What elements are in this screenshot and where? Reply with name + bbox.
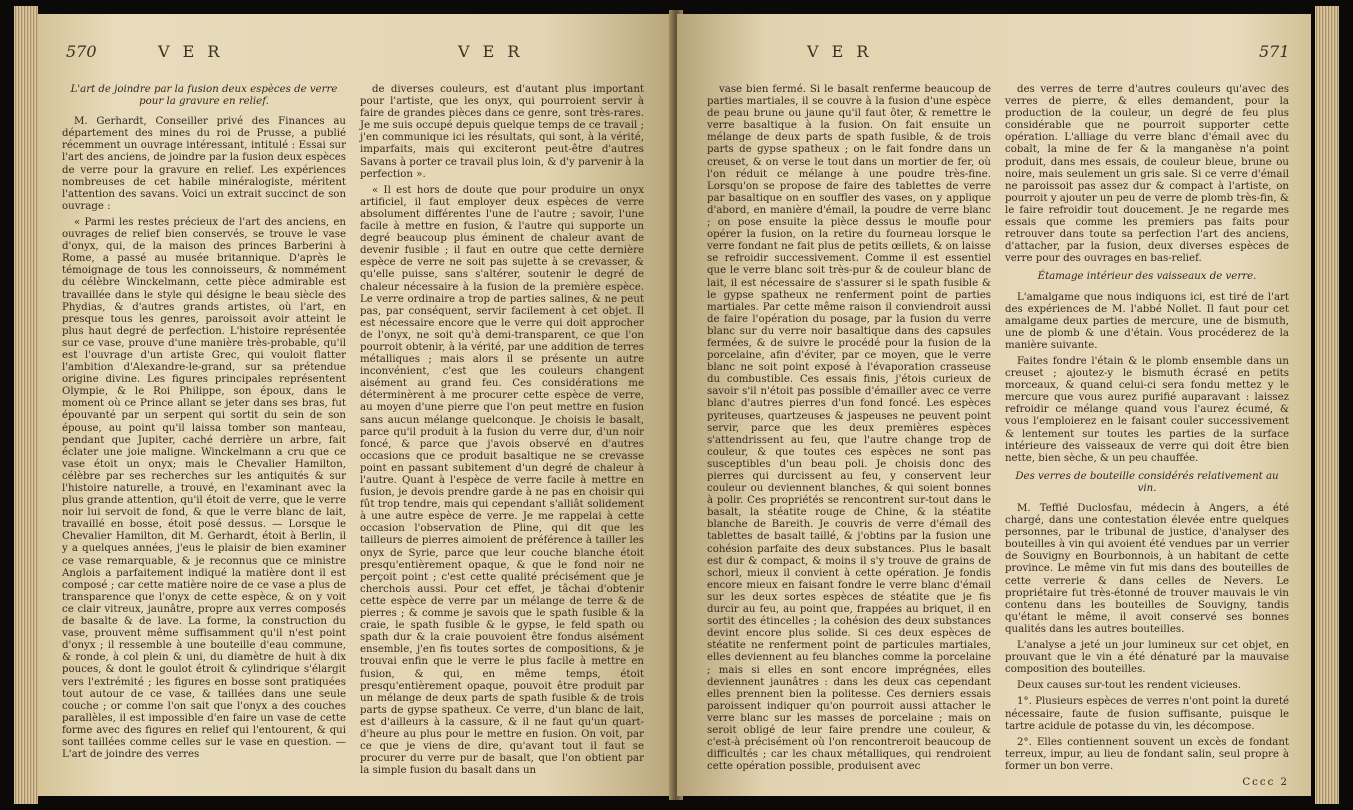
- paragraph: « Il est hors de doute que pour produire un onyx artificiel, il faut employer deux espèces de verre absolument différentes l'une de l'autre ; savoir, l'une facile à mettre en fusion, & l'autre qui supporte un degré beaucoup plus éminent de chaleur avant de devenir fusible ; il faut en outre que cette dernière espèce de verre ne soit pas sujette à se crevasser, & qu'elle puisse, sans s'altérer, soutenir le degré de chaleur nécessaire à la fusion de la première espèce. Le verre ordinaire a trop de parties salines, & ne peut pas, par conséquent, servir facilement à cet objet. Il est nécessaire encore que le verre qui doit approcher de l'onyx, ne soit qu'à demi-transparent, ce que l'on pourroit obtenir, à la vérité, par une addition de terres métalliques ; mais alors il se présente un autre inconvénient, c'est que les couleurs changent aisément au grand feu. Ces considérations me déterminèrent à me procurer cette espèce de verre, au moyen d'une pierre que l'on peut mettre en fusion sans aucun mélange quelconque. Je choisis le basalt, parce qu'il produit à la fusion du verre dur, d'un noir foncé, & parce que j'avois observé en d'autres occasions que ce produit basaltique ne se crevasse point en passant subitement d'un degré de chaleur à l'autre. Quant à l'espèce de verre facile à mettre en fusion, je devois prendre garde à ne pas en choisir qui fût trop tendre, mais qui cependant s'alliât solidement à une autre espèce de verre. Je me rappelai à cette occasion l'observation de Pline, qui dit que les tailleurs de pierres aimoient de préférence à tailler les onyx de Syrie, parce que leur couche blanche étoit presqu'entièrement opaque, & que le fond noir ne perçoit point ; c'est cette qualité précisément que je cherchois aussi. Pour cet effet, je tâchai d'obtenir cette espèce de verre par un mélange de terre & de pierres ; & comme je savois que le spath fusible & la craie, le spath fusible & le gypse, le feld spath ou spath dur & la craie pouvoient être fondus aisément ensemble, j'en fis toutes sortes de compositions, & je trouvai enfin que le verre le plus facile à mettre en fusion, & qui, en même temps, étoit presqu'entièrement opaque, pouvoit être produit par un mélange de deux parts de spath fusible & de trois parts de gypse spatheux. Ce verre, d'un blanc de lait, est d'ailleurs à la cassure, & il ne faut qu'un quart-d'heure au plus pour le mettre en fusion. On voit, par ce que je viens de dire, qu'avant tout il faut se procurer du verre pur de basalt, que l'on obtient par la simple fusion du basalt dans un: [360, 184, 644, 777]
- left-column-2: [360, 84, 644, 781]
- paragraph: L'analyse a jeté un jour lumineux sur cet objet, en prouvant que le vin a été dénaturé par la mauvaise composition des bouteilles.: [1005, 640, 1289, 676]
- paragraph: M. Teffié Duclosfau, médecin à Angers, a été chargé, dans une contestation élevée entre quelques personnes, par le tribunal de justice, d'analyser des bouteilles à vin qui avoient été vendues par un verrier de Souvigny en Bourbonnois, à un habitant de cette province. Le même vin fut mis dans des bouteilles de cette verrerie & dans celles de Nevers. Le propriétaire fut très-étonné de trouver mauvais le vin contenu dans les bouteilles de Souvigny, tandis qu'étant le même, il avoit conservé ses bonnes qualités dans les autres bouteilles.: [1005, 503, 1289, 635]
- signature-mark: Cccc 2: [1242, 776, 1289, 788]
- paragraph: 1°. Plusieurs espèces de verres n'ont point la dureté nécessaire, faute de fusion suffisante, puisque le tartre acidule de potasse du vin, les décompose.: [1005, 696, 1289, 732]
- running-head-left-2: V E R: [458, 42, 524, 61]
- page-number-left: 570: [66, 42, 97, 61]
- paragraph: Faites fondre l'étain & le plomb ensemble dans un creuset ; ajoutez-y le bismuth écrasé en petits morceaux, & quand celui-ci sera fondu mettez y le mercure que vous aurez purifié auparavant : laissez refroidir ce mélange quand vous l'aurez écumé, & vous l'emploierez en le faisant couler successivement & lentement sur toutes les parties de la surface intérieure des vaisseaux de verre qui doit être bien nette, bien sèche, & un peu chauffée.: [1005, 355, 1289, 464]
- section-heading: L'art de joindre par la fusion deux espèces de verre pour la gravure en relief.: [70, 84, 338, 108]
- paragraph: L'amalgame que nous indiquons ici, est tiré de l'art des expériences de M. l'abbé Nollet. Il faut pour cet amalgame deux parties de mercure, une de bismuth, une de plomb & une d'étain. Vous procéderez de la manière suivante.: [1005, 291, 1289, 351]
- paragraph: « Parmi les restes précieux de l'art des anciens, en ouvrages de relief bien conservés, se trouve le vase d'onyx, qui, de la maison des princes Barberini à Rome, a passé au musée britannique. D'après le témoignage de tous les connoisseurs, & nommément du célèbre Winckelmann, cette pièce admirable est travaillée dans le style qui désigne le beau siècle des Phydias, & d'autres grands artistes, où l'art, en presque tous les genres, paroissoit avoir atteint le plus haut degré de perfection. L'histoire représentée sur ce vase, prouve d'une manière très-probable, qu'il est l'ouvrage d'un artiste Grec, qui vouloit flatter l'ambition d'Alexandre-le-grand, sur sa prétendue origine divine. Les figures principales représentent Olympie, & le Roi Philippe, son époux, dans le moment où ce Prince allant se jeter dans ses bras, fut épouvanté par un serpent qui sortit du sein de son épouse, au point qu'il laissa tomber son manteau, pendant que Jupiter, caché derrière un arbre, fait éclater une joie maligne. Winckelmann a cru que ce vase étoit un onyx; mais le Chevalier Hamilton, célèbre par ses recherches sur les antiquités & sur l'histoire naturelle, a trouvé, en l'examinant avec la plus grande attention, qu'il étoit de verre, que le verre noir lui servoit de fond, & que le verre blanc de lait, travaillé en bosse, étoit posé dessus. — Lorsque le Chevalier Hamilton, dit M. Gerhardt, étoit à Berlin, il y a quelques années, j'eus le plaisir de bien examiner ce vase remarquable, & je reconnus que ce ministre Anglois a parfaitement indiqué la matière dont il est composé ; car cette matière noire de ce vase a plus de transparence que l'onyx de cette espèce, & on y voit ce clair vitreux, jaunâtre, propre aux verres composés de basalte & de lave. La forme, la construction du vase, prouvent même suffisamment qu'il n'est point d'onyx ; il ressemble à une bouteille d'eau commune, & ronde, à col plein & uni, du diamètre de huit à dix pouces, & dont le goulot étroit & cylindrique s'élargit vers l'extrémité ; les figures en bosse sont pratiquées tout autour de ce vase, & taillées dans une seule couche ; or comme l'on sait que l'onyx a des couches parallèles, il est impossible d'en faire un vase de cette forme avec des figures en relief qui l'entourent, & qui sont taillées comme celles sur le vase en question. — L'art de joindre des verres: [62, 216, 346, 761]
- right-column-1: [707, 84, 991, 777]
- paragraph: vase bien fermé. Si le basalt renferme beaucoup de parties martiales, il se couvre à la fusion d'une espèce de peau brune ou jaune qu'il faut ôter, & remettre le verre basaltique à la fusion. On fait ensuite un mélange de deux parts de spath fusible, & de trois parts de gypse spatheux ; on le fait fondre dans un creuset, & on verse le tout dans un mortier de fer, où l'on réduit ce mélange à une poudre très-fine. Lorsqu'on se propose de faire des tablettes de verre par basaltique on en souffler des vases, on y applique d'abord, en manière d'émail, la poudre de verre blanc ; on pose ensuite la pièce dessus le moufle pour opérer la fusion, on la retire du fourneau lorsque le verre fondant ne fait plus de petits œillets, & on laisse se refroidir successivement. Comme il est essentiel que le verre blanc soit très-pur & de couleur blanc de lait, il est nécessaire de s'assurer si le spath fusible & le gypse spatheux ne renferment point de parties martiales. Par cette même raison il conviendroit aussi de faire l'opération du posage, par la fusion du verre blanc sur du verre noir basaltique dans des capsules fermées, & de suivre le procédé pour la fusion de la porcelaine, afin d'éviter, par ce moyen, que le verre blanc ne soit point exposé à l'évaporation crasseuse du combustible. Ces essais finis, j'étois curieux de savoir s'il n'étoit pas possible d'émailler avec ce verre blanc d'autres pierres d'un fond foncé. Les espèces pyriteuses, quartzeuses & jaspeuses ne peuvent point servir, parce que les deux premières espèces s'attendrissent au feu, que l'autre change trop de couleur, & que toutes ces espèces ne sont pas susceptibles d'un beau poli. Je choisis donc des pierres qui durcissent au feu, y conservent leur couleur ou deviennent blanches, & qui soient bonnes à polir. Ces propriétés se rencontrent sur-tout dans le basalt, la stéatite rouge de Chine, & la stéatite blanche de Bareith. Je couvris de verre d'émail des tablettes de basalt taillé, & j'obtins par la fusion une cohésion parfaite des deux substances. Plus le basalt est dur & compact, & moins il s'y trouve de grains de schorl, mieux il convient à cette opération. Je fondis encore mieux en faisant fondre le verre blanc d'émail sur les deux sortes espèces de stéatite que je fis durcir au feu, au point que, frappées au briquet, il en sortit des étincelles ; la cohésion des deux substances devint encore plus solide. Si ces deux espèces de stéatite ne renferment point de particules martiales, elles deviennent au feu blanches comme la porcelaine ; mais si elles en sont encore imprégnées, elles deviennent jaunâtres : dans les deux cas cependant elles prennent bien la politesse. Ces derniers essais paroissent indiquer qu'on pourroit aussi attacher le verre blanc sur les masses de porcelaine ; mais on seroit obligé de leur faire prendre une couleur, & c'est-à précisément où l'on rencontreroit beaucoup de difficultés ; car les chaux métalliques, qui rendroient cette opération possible, produisent avec: [707, 84, 991, 773]
- running-head-left: V E R: [158, 42, 224, 61]
- paragraph: Deux causes sur-tout les rendent vicieuses.: [1017, 680, 1241, 692]
- section-heading: Étamage intérieur des vaisseaux de verre.: [1037, 271, 1257, 283]
- left-column-1: [62, 84, 346, 765]
- right-page: [677, 14, 1311, 796]
- page-number-right: 571: [1259, 42, 1290, 61]
- page-edges-right: [1315, 6, 1339, 804]
- section-heading: Des verres de bouteille considérés relativement au vin.: [1015, 470, 1279, 494]
- paragraph: de diverses couleurs, est d'autant plus important pour l'artiste, que les onyx, qui pourroient servir à faire de grandes pièces dans ce genre, sont très-rares. Je me suis occupé depuis quelque temps de ce travail ; j'en communique ici les résultats, qui sont, à la vérité, imparfaits, mais qui exciteront peut-être d'autres Savans à porter ce travail plus loin, & d'y parvenir à la perfection ».: [360, 84, 644, 180]
- paragraph: des verres de terre d'autres couleurs qu'avec des verres de pierre, & elles demandent, pour la production de la couleur, un degré de feu plus considérable que ne pourroit supporter cette opération. L'alliage du verre blanc d'émail avec du cobalt, la mine de fer & la manganèse n'a point produit, dans mes essais, de couleur bleue, brune ou noire, mais seulement un gris sale. Si ce verre d'émail ne paroissoit pas assez dur & compact à l'artiste, on pourroit y ajouter un peu de verre de plomb très-fin, & le faire refroidir tout doucement. Je ne regarde mes essais que comme les premiers pas faits pour retrouver dans toute sa perfection l'art des anciens, d'attacher, par la fusion, deux diverses espèces de verre pour des ouvrages en bas-relief.: [1005, 84, 1289, 265]
- paragraph: M. Gerhardt, Conseiller privé des Finances au département des mines du roi de Prusse, a publié récemment un ouvrage intéressant, intitulé : Essai sur l'art des anciens, de joindre par la fusion deux espèces de verre pour la gravure en relief. Les expériences nombreuses de cet habile minéralogiste, méritent l'attention des savans. Voici un extrait succinct de son ouvrage :: [62, 116, 346, 212]
- left-page: [38, 14, 672, 796]
- paragraph: 2°. Elles contiennent souvent un excès de fondant terreux, impur, au lieu de fondant salin, seul propre à former un bon verre.: [1005, 736, 1289, 772]
- page-edges-left: [14, 6, 38, 804]
- running-head-right: V E R: [807, 42, 873, 61]
- right-column-2: [1005, 84, 1289, 793]
